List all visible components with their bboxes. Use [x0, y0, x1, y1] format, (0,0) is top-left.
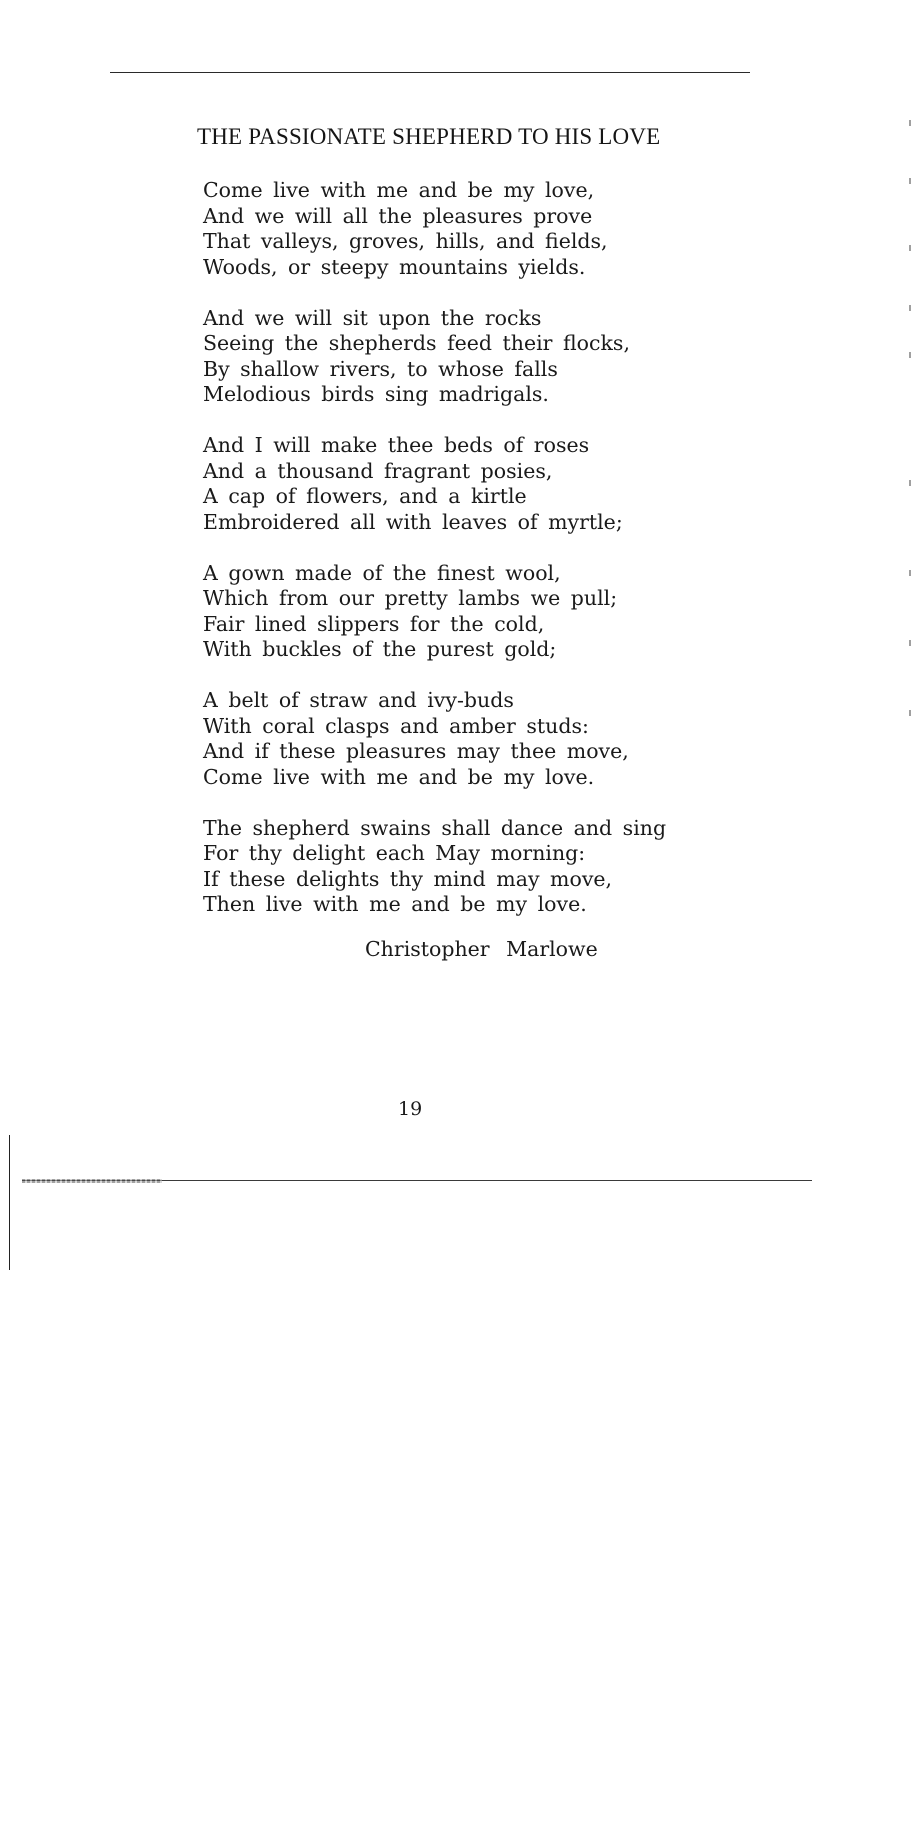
scan-speck [909, 178, 911, 184]
scan-speck [909, 570, 911, 576]
poem-line: For thy delight each May morning: [203, 841, 586, 865]
poem-line: A cap of flowers, and a kirtle [203, 484, 527, 508]
scan-speck [909, 245, 911, 251]
scan-speck [909, 640, 911, 646]
poem-line: And we will all the pleasures prove [203, 203, 593, 228]
poem-line: The shepherd swains shall dance and sing [203, 815, 667, 840]
poem-line: Come live with me and be my love, [203, 178, 595, 202]
poem-line: Fair lined slippers for the cold, [203, 611, 545, 636]
scan-speck [909, 352, 911, 358]
scan-speck [909, 120, 911, 126]
poem-title: THE PASSIONATE SHEPHERD TO HIS LOVE [197, 124, 661, 149]
top-rule [110, 72, 750, 73]
stanza [203, 561, 763, 663]
poem-line: If these delights thy mind may move, [203, 866, 613, 891]
poem-line: A belt of straw and ivy-buds [203, 688, 514, 712]
poem-line: Come live with me and be my love. [203, 764, 595, 789]
stanza [203, 816, 763, 918]
poem-line: And we will sit upon the rocks [203, 305, 542, 330]
poem-line: Woods, or steepy mountains yields. [203, 254, 586, 279]
poem-body [203, 178, 763, 943]
poem-line: Then live with me and be my love. [203, 892, 587, 916]
poem-line: And I will make thee beds of roses [203, 433, 590, 457]
page-number: 19 [398, 1098, 423, 1120]
stanza [203, 306, 763, 408]
scan-speck [909, 480, 911, 486]
margin-line [9, 1135, 10, 1270]
poem-line: And if these pleasures may thee move, [203, 739, 629, 763]
poem-line: By shallow rivers, to whose falls [203, 356, 558, 381]
poem-line: With coral clasps and amber studs: [203, 713, 589, 738]
stanza [203, 688, 763, 790]
poem-line: And a thousand fragrant posies, [203, 458, 553, 483]
poem-line: A gown made of the finest wool, [203, 560, 561, 585]
poem-line: Seeing the shepherds feed their flocks, [203, 331, 630, 355]
poem-line: Which from our pretty lambs we pull; [203, 586, 618, 610]
poem-line: With buckles of the purest gold; [203, 637, 557, 661]
scan-speck [909, 710, 911, 716]
stanza [203, 178, 763, 280]
stanza [203, 433, 763, 535]
poem-line: Embroidered all with leaves of myrtle; [203, 509, 623, 534]
poem-line: Melodious birds sing madrigals. [203, 382, 549, 406]
scan-speck [909, 305, 911, 311]
poem-line: That valleys, groves, hills, and fields, [203, 229, 608, 253]
author-signature: Christopher Marlowe [365, 937, 598, 961]
scan-smudge [22, 1179, 162, 1183]
